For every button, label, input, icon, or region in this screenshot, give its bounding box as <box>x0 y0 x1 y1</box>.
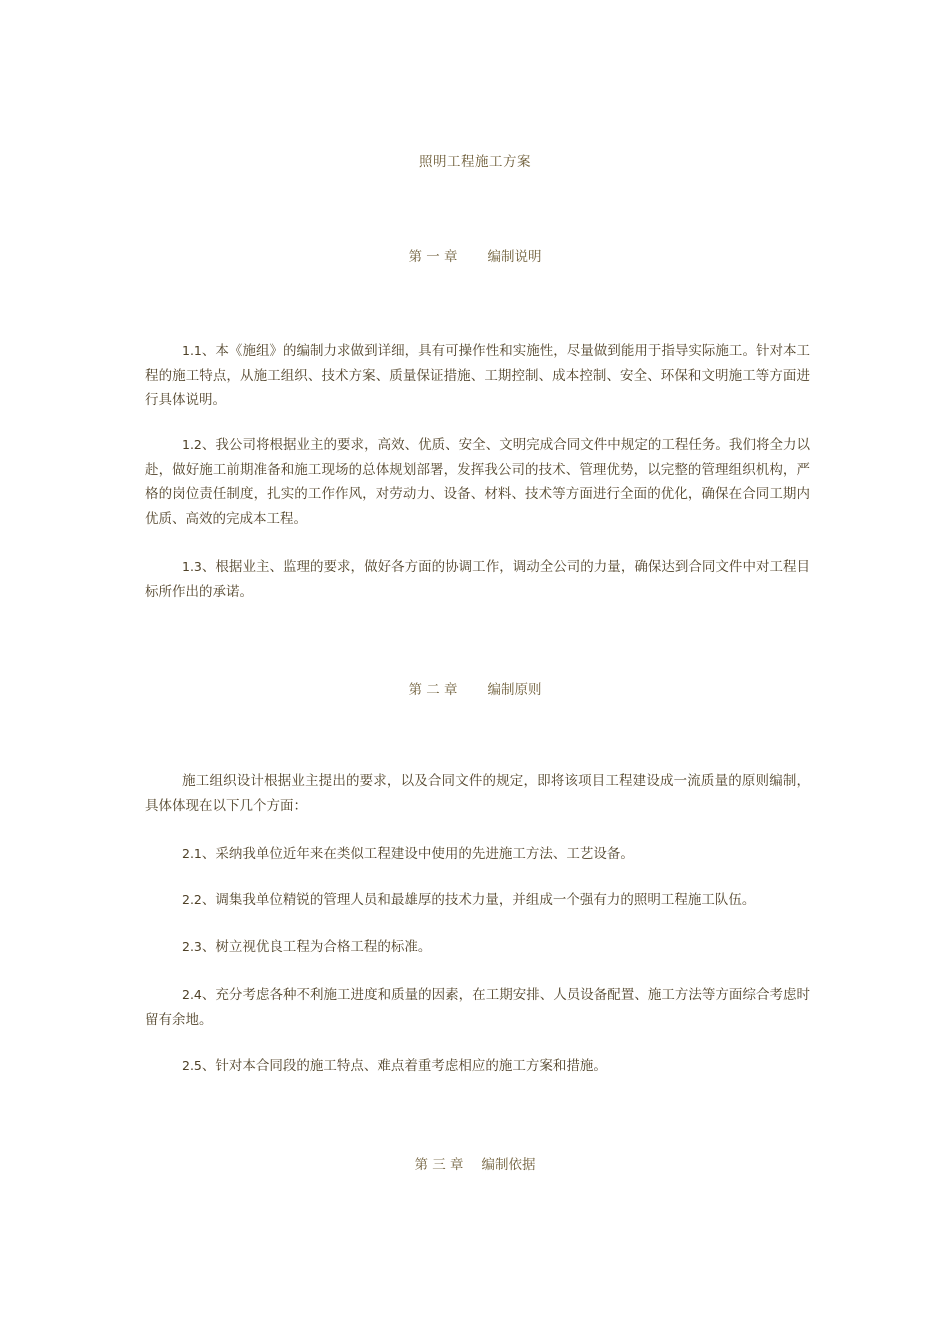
paragraph-2-2 <box>145 888 810 913</box>
item-number: 2.4 <box>182 987 202 1002</box>
item-number: 1.1 <box>182 343 202 358</box>
paragraph-2-3 <box>145 935 810 960</box>
intro-text: 施工组织设计根据业主提出的要求，以及合同文件的规定，即将该项目工程建设成一流质量的原则编制，具体体现在以下几个方面： <box>145 773 810 814</box>
chapter-2-title: 编制原则 <box>487 682 542 698</box>
item-text: 、树立视优良工程为合格工程的标准。 <box>201 939 432 955</box>
chapter-3-label: 第 三 章 <box>414 1157 464 1173</box>
chapter-2-label: 第 二 章 <box>408 682 458 698</box>
paragraph-2-5 <box>145 1054 810 1079</box>
chapter-2-heading <box>0 678 950 698</box>
chapter-1-heading <box>0 245 950 265</box>
item-number: 1.2 <box>182 437 202 452</box>
paragraph-1-2 <box>145 433 810 531</box>
item-text: 、本《施组》的编制力求做到详细，具有可操作性和实施性，尽量做到能用于指导实际施工。针对本工程的施工特点，从施工组织、技术方案、质量保证措施、工期控制、成本控制、安全、环保和文明施工等方面进行具体说明。 <box>145 343 810 408</box>
chapter-1-title: 编制说明 <box>487 249 542 265</box>
chapter-3-heading <box>0 1153 950 1173</box>
item-number: 2.5 <box>182 1058 202 1073</box>
item-text: 、充分考虑各种不利施工进度和质量的因素，在工期安排、人员设备配置、施工方法等方面综合考虑时留有余地。 <box>145 987 810 1028</box>
chapter-3-title: 编制依据 <box>481 1157 536 1173</box>
chapter-1-label: 第 一 章 <box>408 249 458 265</box>
paragraph-2-intro <box>145 769 810 818</box>
item-number: 2.2 <box>182 892 202 907</box>
item-text: 、我公司将根据业主的要求，高效、优质、安全、文明完成合同文件中规定的工程任务。我们将全力以赴，做好施工前期准备和施工现场的总体规划部署，发挥我公司的技术、管理优势，以完整的管理组织机构，严格的岗位责任制度，扎实的工作作风，对劳动力、设备、材料、技术等方面进行全面的优化，确保在合同工期内优质、高效的完成本工程。 <box>145 437 810 527</box>
paragraph-1-1 <box>145 339 810 413</box>
paragraph-2-4 <box>145 983 810 1032</box>
paragraph-2-1 <box>145 842 810 867</box>
item-number: 2.3 <box>182 939 202 954</box>
item-text: 、采纳我单位近年来在类似工程建设中使用的先进施工方法、工艺设备。 <box>201 846 634 862</box>
item-text: 、调集我单位精锐的管理人员和最雄厚的技术力量，并组成一个强有力的照明工程施工队伍。 <box>201 892 756 908</box>
item-text: 、针对本合同段的施工特点、难点着重考虑相应的施工方案和措施。 <box>201 1058 607 1074</box>
item-text: 、根据业主、监理的要求，做好各方面的协调工作，调动全公司的力量，确保达到合同文件中对工程目标所作出的承诺。 <box>145 559 810 600</box>
paragraph-1-3 <box>145 555 810 604</box>
item-number: 2.1 <box>182 846 202 861</box>
item-number: 1.3 <box>182 559 202 574</box>
document-title: 照明工程施工方案 <box>419 154 531 170</box>
